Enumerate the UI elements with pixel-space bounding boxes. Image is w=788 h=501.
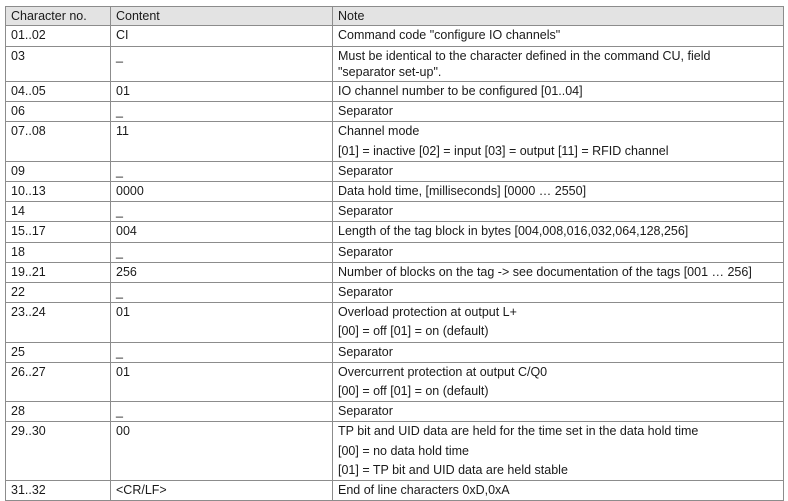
table-row	[6, 242, 784, 262]
character-no-cell: 09	[6, 161, 111, 181]
table-row	[6, 102, 784, 122]
note-cell	[333, 342, 784, 362]
note-line: End of line characters 0xD,0xA	[338, 483, 510, 498]
content-cell: 00	[111, 422, 333, 481]
note-cell	[333, 303, 784, 342]
table-row	[6, 26, 784, 46]
table-header-row	[6, 7, 784, 26]
note-cell	[333, 182, 784, 202]
character-no-cell: 04..05	[6, 82, 111, 102]
content-cell: _	[111, 242, 333, 262]
content-cell: 256	[111, 262, 333, 282]
content-cell: 11	[111, 122, 333, 161]
content-cell: _	[111, 202, 333, 222]
document-page	[5, 6, 784, 501]
note-cell	[333, 222, 784, 242]
note-cell	[333, 283, 784, 303]
content-cell: 0000	[111, 182, 333, 202]
note-line: Number of blocks on the tag -> see documentation of the tags [001 … 256]	[338, 264, 752, 279]
character-no-cell: 07..08	[6, 122, 111, 161]
note-line: Separator	[338, 285, 393, 300]
content-cell: _	[111, 102, 333, 122]
note-cell	[333, 102, 784, 122]
table-row	[6, 202, 784, 222]
note-line: Length of the tag block in bytes [004,008,016,032,064,128,256]	[338, 224, 689, 239]
table-row	[6, 481, 784, 501]
table-row	[6, 422, 784, 481]
header-character-no: Character no.	[6, 7, 111, 26]
character-no-cell: 06	[6, 102, 111, 122]
note-line: [00] = off [01] = on (default)	[338, 324, 489, 339]
table-row	[6, 222, 784, 242]
character-no-cell: 22	[6, 283, 111, 303]
note-line: Must be identical to the character defined in the command CU, field	[338, 48, 711, 63]
content-cell: 01	[111, 82, 333, 102]
note-cell	[333, 362, 784, 401]
note-cell	[333, 46, 784, 81]
table-row	[6, 342, 784, 362]
table-row	[6, 402, 784, 422]
note-cell	[333, 242, 784, 262]
note-cell	[333, 422, 784, 481]
note-line: [00] = no data hold time	[338, 443, 469, 458]
note-line: [00] = off [01] = on (default)	[338, 384, 489, 399]
content-cell: 01	[111, 303, 333, 342]
note-line: TP bit and UID data are held for the time set in the data hold time	[338, 424, 699, 439]
note-line: Separator	[338, 244, 393, 259]
character-no-cell: 18	[6, 242, 111, 262]
note-line: [01] = TP bit and UID data are held stable	[338, 462, 568, 477]
character-no-cell: 28	[6, 402, 111, 422]
character-no-cell: 29..30	[6, 422, 111, 481]
note-cell	[333, 402, 784, 422]
note-line: Command code "configure IO channels"	[338, 28, 561, 43]
note-line: Separator	[338, 344, 393, 359]
note-line: Separator	[338, 104, 393, 119]
table-body	[6, 26, 784, 501]
character-no-cell: 31..32	[6, 481, 111, 501]
character-no-cell: 14	[6, 202, 111, 222]
content-cell: _	[111, 402, 333, 422]
content-cell: CI	[111, 26, 333, 46]
character-no-cell: 10..13	[6, 182, 111, 202]
table-row	[6, 182, 784, 202]
note-line: "separator set-up".	[338, 64, 442, 79]
note-line: Overcurrent protection at output C/Q0	[338, 364, 548, 379]
note-cell	[333, 82, 784, 102]
content-cell: _	[111, 46, 333, 81]
note-cell	[333, 481, 784, 501]
content-cell: <CR/LF>	[111, 481, 333, 501]
note-cell	[333, 161, 784, 181]
content-cell: _	[111, 161, 333, 181]
header-content: Content	[111, 7, 333, 26]
note-line: [01] = inactive [02] = input [03] = output [11] = RFID channel	[338, 143, 669, 158]
note-line: Channel mode	[338, 124, 420, 139]
table-row	[6, 262, 784, 282]
table-row	[6, 283, 784, 303]
note-cell	[333, 26, 784, 46]
table-row	[6, 303, 784, 342]
note-line: Overload protection at output L+	[338, 305, 517, 320]
note-cell	[333, 122, 784, 161]
note-line: Separator	[338, 404, 393, 419]
character-no-cell: 15..17	[6, 222, 111, 242]
command-table	[5, 6, 784, 501]
character-no-cell: 01..02	[6, 26, 111, 46]
note-line: Separator	[338, 163, 393, 178]
note-cell	[333, 262, 784, 282]
table-row	[6, 362, 784, 401]
character-no-cell: 25	[6, 342, 111, 362]
header-note: Note	[333, 7, 784, 26]
content-cell: _	[111, 342, 333, 362]
table-row	[6, 122, 784, 161]
table-row	[6, 46, 784, 81]
table-row	[6, 161, 784, 181]
note-cell	[333, 202, 784, 222]
content-cell: 01	[111, 362, 333, 401]
character-no-cell: 19..21	[6, 262, 111, 282]
content-cell: 004	[111, 222, 333, 242]
character-no-cell: 03	[6, 46, 111, 81]
note-line: IO channel number to be configured [01..04]	[338, 84, 583, 99]
table-row	[6, 82, 784, 102]
note-line: Data hold time, [milliseconds] [0000 … 2550]	[338, 184, 587, 199]
content-cell: _	[111, 283, 333, 303]
character-no-cell: 26..27	[6, 362, 111, 401]
character-no-cell: 23..24	[6, 303, 111, 342]
note-line: Separator	[338, 204, 393, 219]
